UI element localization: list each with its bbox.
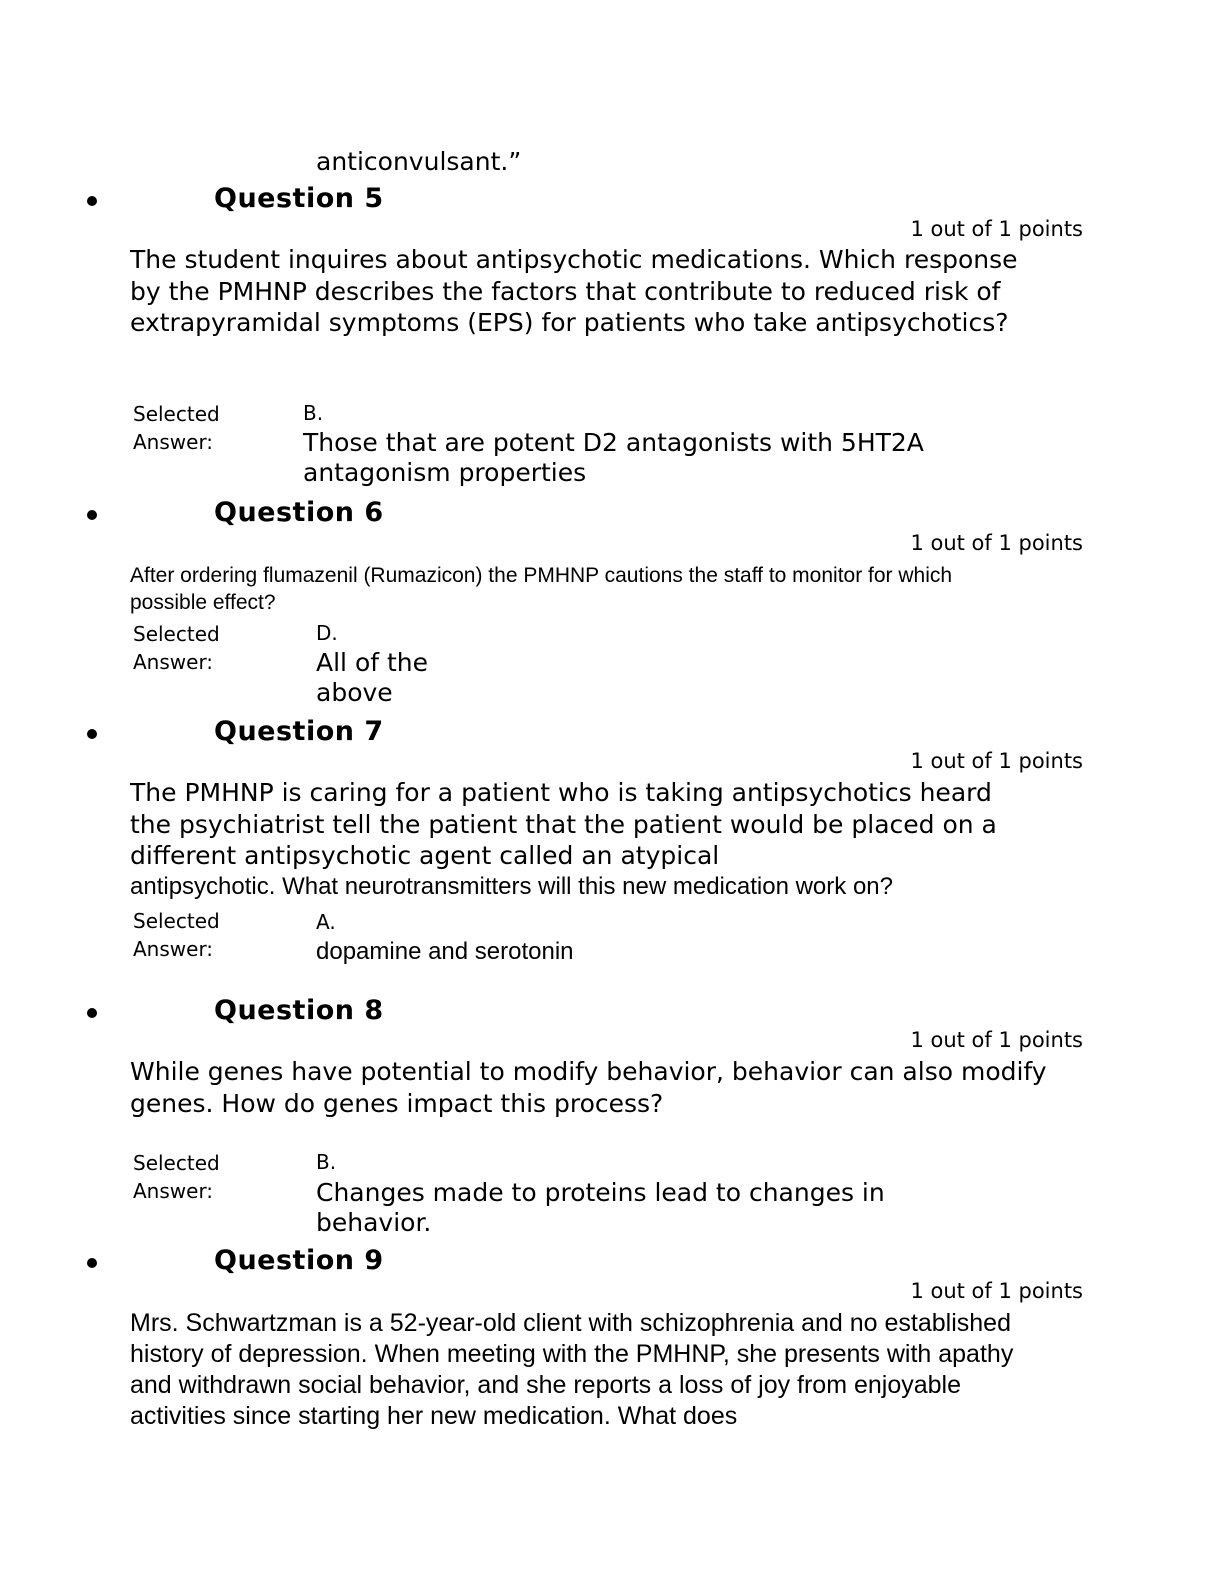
- points-score: 1 out of 1 points: [910, 1028, 1083, 1052]
- question-text: After ordering flumazenil (Rumazicon) the PMHNP cautions the staff to monitor for which possible effect?: [130, 564, 953, 614]
- question-text-continued: antipsychotic. What neurotransmitters will this new medication work on?: [130, 873, 893, 900]
- selected-answer-label: Selected Answer:: [133, 622, 220, 674]
- bullet-icon: [87, 196, 97, 206]
- bullet-icon: [87, 729, 97, 739]
- continuation-text: anticonvulsant.”: [316, 147, 522, 176]
- selected-answer-label: Selected Answer:: [133, 1151, 220, 1203]
- question-title: Question 5: [214, 183, 384, 214]
- points-score: 1 out of 1 points: [910, 1279, 1083, 1303]
- points-score: 1 out of 1 points: [910, 749, 1083, 773]
- bullet-icon: [87, 510, 97, 520]
- selected-answer-label: Selected Answer:: [133, 909, 220, 961]
- answer-letter: B.: [303, 401, 324, 425]
- answer-text: dopamine and serotonin: [316, 938, 574, 965]
- question-title: Question 9: [214, 1245, 384, 1276]
- question-text: Mrs. Schwartzman is a 52-year-old client with schizophrenia and no established history of depression. When meeting with the PMHNP, she presents with apathy and withdrawn social behavior, and she reports a loss of joy from enjoyable activities since starting her new medication. What does: [130, 1309, 1014, 1430]
- question-text: The student inquires about antipsychotic medications. Which response by the PMHNP describes the factors that contribute to reduced risk of extrapyramidal symptoms (EPS) for patients who take antipsychotics?: [130, 245, 1018, 337]
- answer-text: Those that are potent D2 antagonists with 5HT2A antagonism properties: [303, 428, 924, 487]
- bullet-icon: [87, 1008, 97, 1018]
- answer-letter: A.: [316, 910, 336, 934]
- answer-letter: D.: [316, 621, 338, 645]
- answer-text: All of the above: [316, 648, 429, 707]
- question-text: While genes have potential to modify behavior, behavior can also modify genes. How do genes impact this process?: [130, 1057, 1047, 1118]
- points-score: 1 out of 1 points: [910, 531, 1083, 555]
- question-text: The PMHNP is caring for a patient who is taking antipsychotics heard the psychiatrist tell the patient that the patient would be placed on a different antipsychotic agent called an atypical: [130, 778, 997, 870]
- question-title: Question 6: [214, 497, 384, 528]
- bullet-icon: [87, 1258, 97, 1268]
- points-score: 1 out of 1 points: [910, 217, 1083, 241]
- answer-letter: B.: [316, 1150, 337, 1174]
- selected-answer-label: Selected Answer:: [133, 402, 220, 454]
- question-title: Question 8: [214, 995, 384, 1026]
- question-title: Question 7: [214, 716, 384, 747]
- answer-text: Changes made to proteins lead to changes in behavior.: [316, 1178, 885, 1237]
